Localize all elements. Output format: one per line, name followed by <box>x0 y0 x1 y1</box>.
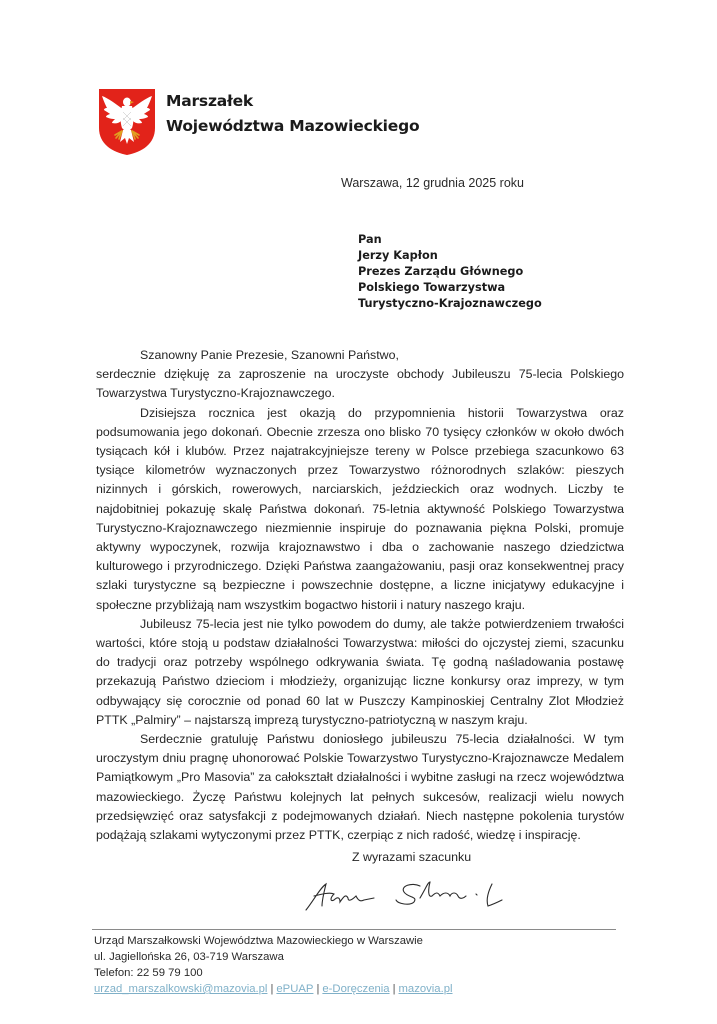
letter-body <box>96 346 624 845</box>
recipient-org-line2: Turystyczno-Krajoznawczego <box>358 297 542 310</box>
letter-date: Warszawa, 12 grudnia 2025 roku <box>341 176 524 190</box>
body-paragraph: Jubileusz 75-lecia jest nie tylko powodem do dumy, ale także potwierdzeniem trwałości wartości, które stoją u podstaw działalności Towarzystwa: miłości do ojczystej ziemi, szacunku do tradycji oraz potrzeby wspólnego odkrywania świata. Tę godną naśladowania postawę przekazują Państwo dzieciom i młodzieży, organizując liczne konkursy oraz imprezy, w tym odbywający się corocznie od ponad 60 lat w Puszczy Kampinoskiej Centralny Zlot Młodzież PTTK „Palmiry” – najstarszą imprezą turystyczno-patriotyczną w naszym kraju. <box>96 616 624 727</box>
closing-phrase: Z wyrazami szacunku <box>352 850 472 864</box>
footer-office-name: Urząd Marszałkowski Województwa Mazowieckiego w Warszawie <box>94 935 423 947</box>
e-doreczenia-link[interactable]: e-Doręczenia <box>322 983 390 995</box>
org-title-line1: Marszałek <box>166 92 254 110</box>
body-paragraph: Serdecznie gratuluję Państwu doniosłego jubileuszu 75-lecia działalności. W tym uroczystym dniu pragnę uhonorować Polskie Towarzystwo Turystyczno-Krajoznawcze Medalem Pamiątkowym „Pro Masovia” za całokształt działalności i wybitne zasługi na rzecz województwa mazowieckiego. Życzę Państwu kolejnych lat pełnych sukcesów, realizacji wielu nowych przedsięwzięć oraz satysfakcji z podejmowanych działań. Niech następne pokolenia turystów podążają szlakami wytyczonymi przez PTTK, czerpiąc z nich radość, wiedzę i inspirację. <box>96 732 624 843</box>
footer-links <box>94 981 453 997</box>
footer <box>94 933 453 997</box>
email-link[interactable]: urzad_marszalkowski@mazovia.pl <box>94 983 268 995</box>
link-separator: | <box>270 983 274 995</box>
link-separator: | <box>392 983 396 995</box>
link-separator: | <box>316 983 320 995</box>
handwritten-signature-icon <box>300 878 530 914</box>
greeting: Szanowny Panie Prezesie, Szanowni Państwo, <box>140 348 399 362</box>
footer-address: ul. Jagiellońska 26, 03-719 Warszawa <box>94 951 284 963</box>
organization-title <box>166 89 419 139</box>
recipient-name: Jerzy Kapłon <box>358 249 438 262</box>
body-paragraph: Dzisiejsza rocznica jest okazją do przypomnienia historii Towarzystwa oraz podsumowania jego dokonań. Obecnie zrzesza ono blisko 70 tysięcy członków w około dwóch tysiącach kół i klubów. Przez najatrakcyjniejsze tereny w Polsce przebiega szacunkowo 63 tysiące kilometrów wyznaczonych przez Towarzystwo różnorodnych szlaków: pieszych nizinnych i górskich, rowerowych, narciarskich, jeździeckich oraz wodnych. Liczby te najdobitniej pokazuję skalę Państwa dokonań. 75-letnia aktywność Polskiego Towarzystwa Turystyczno-Krajoznawczego niezmiennie inspiruje do poznawania piękna Polski, promuje aktywny wypoczynek, rozwija krajoznawstwo i dba o zachowanie naszego dziedzictwa kulturowego i przyrodniczego. Dzięki Państwa zaangażowaniu, pasji oraz konsekwentnej pracy szlaki turystyczne są bezpieczne i powszechnie dostępne, a liczne inicjatywy edukacyjne i społeczne przybliżają nam wszystkim bogactwo historii i natury naszego kraju. <box>96 405 624 612</box>
mazovia-coat-of-arms-icon <box>98 88 156 156</box>
recipient-block <box>358 232 542 312</box>
footer-phone: Telefon: 22 59 79 100 <box>94 967 203 979</box>
body-paragraph: serdecznie dziękuję za zaproszenie na uroczyste obchody Jubileuszu 75-lecia Polskiego Towarzystwa Turystyczno-Krajoznawczego. <box>96 367 624 401</box>
org-title-line2: Województwa Mazowieckiego <box>166 117 420 135</box>
recipient-salutation: Pan <box>358 233 382 246</box>
footer-divider <box>92 929 616 930</box>
recipient-org-line1: Polskiego Towarzystwa <box>358 281 506 294</box>
recipient-position: Prezes Zarządu Głównego <box>358 265 524 278</box>
epuap-link[interactable]: ePUAP <box>276 983 314 995</box>
website-link[interactable]: mazovia.pl <box>398 983 453 995</box>
